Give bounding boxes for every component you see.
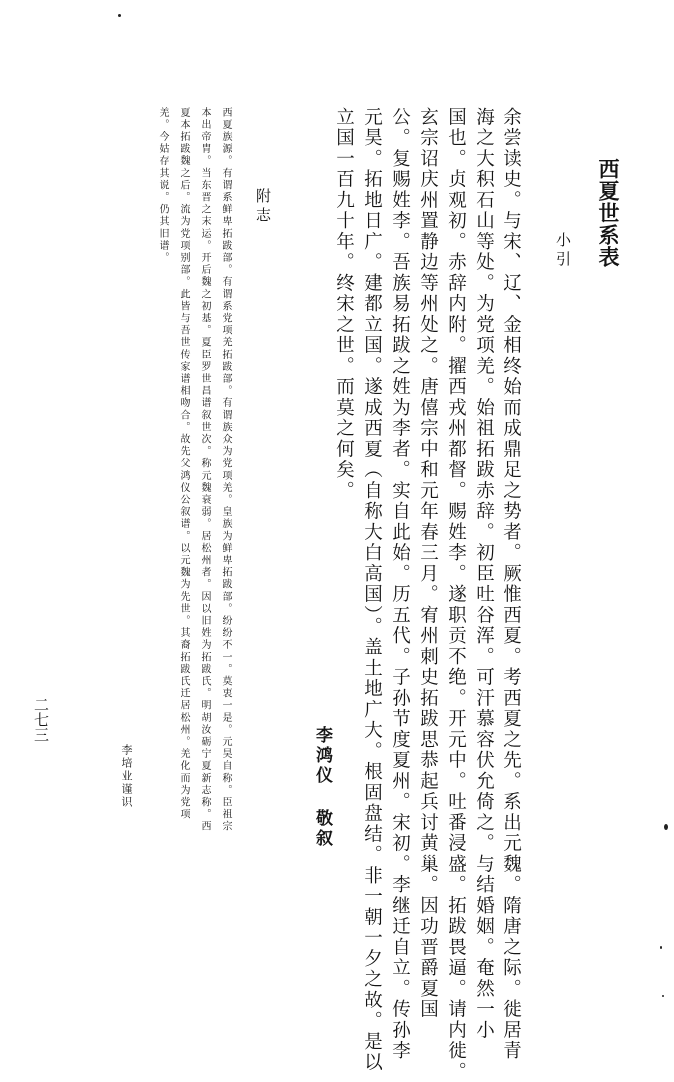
page-title: 西夏世系表 — [596, 158, 621, 268]
scan-speck — [660, 946, 662, 949]
appendix-text-column: 本出帝胄。当东晋之末运。开后魏之初基。夏臣罗世昌谱叙世次。称元魏衰弱。居松州者。因以旧姓为拓跋氏。明胡汝砺宁夏新志称。西 — [199, 107, 210, 833]
main-text-column: 公。复赐姓李。吾族易拓跋之姓为李者。实自此始。历五代。子孙节度夏州。宋初。李继迁自立。传孙李 — [389, 107, 411, 1062]
main-text-column: 余尝读史。与宋、辽、金相终始而成鼎足之势者。厥惟西夏。考西夏之先。系出元魏。隋唐之际。徙居青 — [500, 107, 522, 1062]
main-text-column: 玄宗诏庆州置静边等州处之。唐僖宗中和元年春三月。宥州刺史拓跋思恭起兵讨黄巢。因功晋爵夏国 — [417, 107, 439, 1020]
main-text-column: 海之大积石山等处。为党项羌。始祖拓跋赤辞。初臣吐谷浑。可汗慕容伏允倚之。与结婚姻。奄然一小 — [473, 107, 495, 1041]
appendix-signer: 李培业谨识 — [120, 744, 133, 809]
appendix-text-column: 羌。今姑存其说。仍其旧谱。 — [157, 107, 168, 265]
appendix-text-column: 西夏族源。有谓系鲜卑拓跋部。有谓系党项羌拓跋部。有谓族众为党项羌。皇族为鲜卑拓跋部。纷纷不一。莫衷一是。元昊自称。臣祖宗 — [220, 107, 231, 833]
scan-speck — [662, 995, 664, 997]
author-signature: 李鸿仪 敬叙 — [312, 726, 332, 849]
page-number: 二七三 — [32, 697, 50, 742]
scan-speck — [664, 824, 668, 830]
appendix-title: 附志 — [254, 188, 272, 226]
scan-speck — [118, 14, 121, 17]
main-text-column: 元昊。拓地日广。建都立国。遂成西夏（自称大白高国）。盖土地广大。根固盘结。非一朝一夕之故。是以 — [361, 107, 383, 1073]
section-subtitle: 小引 — [554, 232, 572, 270]
main-text-column: 国也。贞观初。赤辞内附。擢西戎州都督。赐姓李。遂职贡不绝。开元中。吐番浸盛。拓跋畏逼。请内徙。 — [445, 107, 467, 1082]
main-text-column: 立国一百九十年。终宋之世。而莫之何矣。 — [333, 107, 355, 502]
appendix-text-column: 夏本拓跋魏之后。流为党项别部。此皆与吾世传家谱相吻合。故先父鸿仪公叙谱。以元魏为先世。其裔拓跋氏迁居松州。羌化而为党项 — [178, 107, 189, 821]
